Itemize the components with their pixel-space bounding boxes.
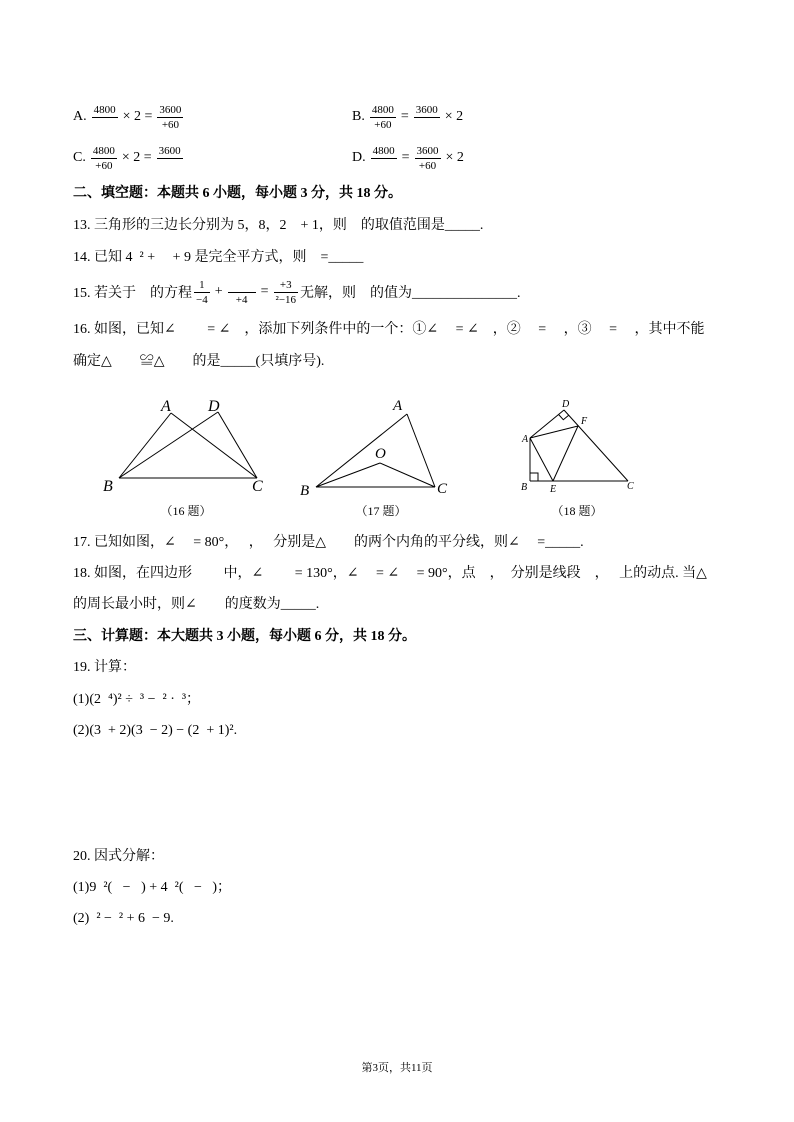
choice-label: C. — [73, 150, 86, 165]
point-label-c: C — [252, 478, 263, 495]
point-label-a: A — [161, 398, 171, 415]
operator-text: × 2 — [444, 109, 464, 124]
point-label-a: A — [393, 398, 403, 414]
fraction — [157, 103, 183, 132]
fraction-denominator: +60 — [374, 118, 392, 131]
figure-16-caption: （16 题） — [160, 504, 212, 518]
fraction — [414, 103, 440, 132]
fraction-numerator: +3 — [274, 278, 299, 293]
figure-17-caption: （17 题） — [355, 504, 407, 518]
segment-bd — [119, 412, 218, 478]
fraction-denominator: +60 — [161, 118, 180, 131]
operator-text: × 2 = — [122, 109, 153, 124]
figure-17 — [300, 398, 448, 499]
question-text: 15. 若关于 的方程 — [73, 286, 192, 301]
operator-text: × 2 = — [121, 150, 152, 165]
fraction-denominator — [157, 159, 183, 173]
fraction-numerator: 4800 — [371, 103, 394, 116]
figures — [0, 390, 794, 505]
question-text: 无解，则 的值为_______________. — [300, 286, 521, 301]
fraction — [370, 103, 396, 132]
segment-ba — [316, 414, 407, 487]
choice-a — [73, 99, 185, 135]
choice-label: D. — [352, 150, 366, 165]
question-15 — [73, 274, 521, 310]
fraction-denominator: +4 — [235, 293, 248, 306]
point-label-e: E — [550, 484, 557, 495]
fraction-denominator: +60 — [418, 159, 437, 172]
section-heading-fill-blank: 二、填空题：本题共 6 小题，每小题 3 分，共 18 分。 — [73, 186, 402, 201]
fraction-denominator: +60 — [95, 159, 113, 172]
point-label-d: D — [562, 399, 570, 410]
segment-ac — [407, 414, 435, 487]
fraction-denominator: ²−16 — [275, 293, 297, 306]
question-14: 14. 已知 4 ² + + 9 是完全平方式，则 =_____ — [73, 250, 364, 265]
point-label-b: B — [103, 478, 113, 495]
fraction — [157, 144, 183, 173]
choice-c — [73, 140, 185, 176]
fraction-numerator: 1 — [194, 278, 210, 293]
fraction-numerator: 4800 — [372, 144, 395, 157]
question-19-stem: 19. 计算： — [73, 660, 136, 675]
fraction-denominator — [92, 118, 118, 132]
right-angle-mark-d — [559, 415, 569, 420]
question-16-line-1: 16. 如图，已知∠ = ∠ ，添加下列条件中的一个：①∠ = ∠ ，② = ，③ = ，其中不能 — [73, 322, 705, 337]
segment-bo — [316, 463, 380, 487]
operator-text: = — [400, 109, 409, 124]
figure-18 — [521, 399, 634, 495]
fraction — [194, 278, 210, 307]
segment-ef — [553, 426, 578, 481]
question-13: 13. 三角形的三边长分别为 5，8，2 + 1，则 的取值范围是_____. — [73, 218, 484, 233]
point-label-a: A — [522, 434, 529, 445]
operator-text: × 2 — [445, 150, 464, 165]
point-label-b: B — [521, 482, 528, 493]
section-heading-calculation: 三、计算题：本大题共 3 小题，每小题 6 分，共 18 分。 — [73, 629, 416, 644]
fraction-numerator: 3600 — [159, 103, 182, 116]
choice-label: B. — [352, 109, 365, 124]
right-angle-mark-b — [530, 473, 538, 481]
fraction-numerator: 4800 — [92, 144, 115, 157]
question-17: 17. 已知如图，∠ = 80°， ， 分别是△ 的两个内角的平分线，则∠ =_____. — [73, 535, 584, 550]
fraction — [91, 144, 117, 173]
point-label-c: C — [627, 481, 634, 492]
fraction-denominator — [414, 118, 440, 132]
segment-dc — [218, 412, 257, 478]
operator-text: + — [214, 284, 223, 299]
point-label-o: O — [375, 446, 386, 462]
question-19-part-1: (1)(2 ⁴)² ÷ ³ − ² · ³； — [73, 692, 201, 707]
point-label-f: F — [581, 416, 588, 427]
choice-label: A. — [73, 109, 87, 124]
question-20-part-2: (2) ² − ² + 6 − 9. — [73, 911, 174, 926]
question-20-stem: 20. 因式分解： — [73, 849, 164, 864]
question-16-line-2: 确定△ ≌△ 的是_____(只填序号). — [73, 354, 325, 369]
segment-dc — [564, 410, 628, 481]
question-19-part-2: (2)(3 + 2)(3 − 2) − (2 + 1)². — [73, 723, 238, 738]
choice-d — [352, 140, 467, 176]
figure-18-caption: （18 题） — [551, 504, 603, 518]
fraction — [92, 103, 118, 132]
operator-text: = — [401, 150, 410, 165]
fraction-numerator: 3600 — [416, 144, 439, 157]
fraction-numerator: 4800 — [93, 103, 116, 116]
fraction-numerator: 3600 — [415, 103, 438, 116]
page-footer: 第3页，共11页 — [361, 1062, 433, 1074]
fraction — [274, 278, 299, 307]
fraction-numerator — [228, 278, 256, 293]
point-label-c: C — [437, 481, 448, 497]
fraction — [371, 144, 397, 173]
figure-16 — [103, 398, 263, 495]
fraction-numerator: 3600 — [158, 144, 181, 157]
segment-ba — [119, 413, 171, 478]
segment-ac — [171, 413, 257, 478]
question-18-line-1: 18. 如图，在四边形 中，∠ = 130°，∠ = ∠ = 90°，点 ， 分别是线段 ， 上的动点. 当△ — [73, 566, 707, 581]
question-18-line-2: 的周长最小时，则∠ 的度数为_____. — [73, 597, 320, 612]
fraction — [415, 144, 441, 173]
fraction — [228, 278, 256, 307]
segment-ae — [530, 438, 553, 481]
point-label-d: D — [208, 398, 220, 415]
question-20-part-1: (1)9 ²( − ) + 4 ²( − )； — [73, 880, 232, 895]
choice-b — [352, 99, 466, 135]
fraction-denominator — [371, 159, 397, 173]
fraction-denominator: −4 — [196, 293, 208, 306]
point-label-b: B — [300, 483, 310, 499]
operator-text: = — [260, 284, 269, 299]
